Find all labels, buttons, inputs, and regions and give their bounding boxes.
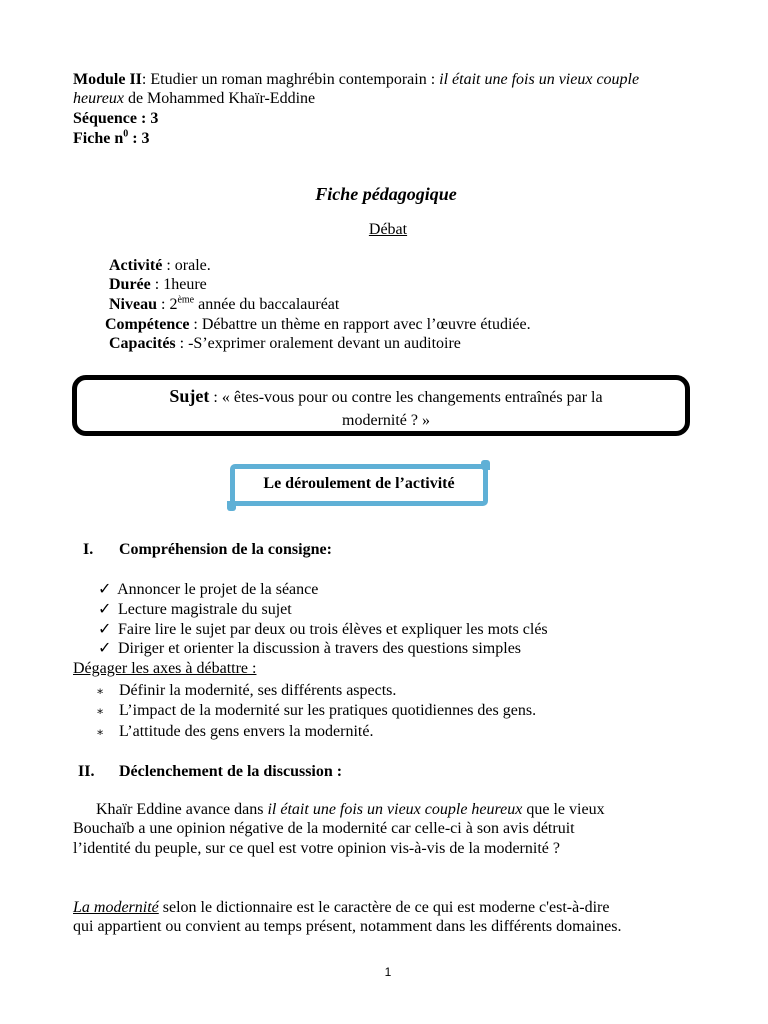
sujet-line-2: modernité ? »: [342, 412, 430, 429]
section-2-title: Déclenchement de la discussion :: [119, 763, 343, 780]
page-subtitle: Débat: [368, 221, 408, 238]
axes-item-text: L’impact de la modernité sur les pratiques quotidiennes des gens.: [119, 702, 537, 719]
module-line-2: heureux de Mohammed Khaïr-Eddine: [73, 90, 316, 107]
section-2-heading: II.: [78, 763, 95, 780]
check-icon: ✓: [98, 621, 112, 638]
info-activite: Activité : orale.: [109, 257, 211, 274]
asterisk-icon: ∗: [96, 704, 105, 718]
checklist-item: ✓ Diriger et orienter la discussion à travers des questions simples: [98, 640, 522, 657]
axes-item: [96, 701, 104, 721]
page-title: Fiche pédagogique: [315, 184, 457, 204]
paragraph-1-line-2: Bouchaïb a une opinion négative de la modernité car celle-ci à son avis détruit: [73, 820, 575, 837]
axes-item-text: L’attitude des gens envers la modernité.: [119, 723, 374, 740]
paragraph-1-line-3: l’identité du peuple, sur ce quel est votre opinion vis-à-vis de la modernité ?: [73, 840, 560, 857]
checklist-item: ✓ Lecture magistrale du sujet: [98, 601, 292, 618]
info-competence: Compétence : Débattre un thème en rapport avec l’œuvre étudiée.: [105, 316, 531, 333]
page-number: 1: [384, 965, 392, 979]
check-icon: ✓: [98, 581, 112, 598]
module-label: Module II: [73, 71, 142, 88]
checklist-item: ✓ Faire lire le sujet par deux ou trois élèves et expliquer les mots clés: [98, 621, 548, 638]
axes-item-text: Définir la modernité, ses différents aspects.: [119, 682, 397, 699]
axes-item: [96, 681, 104, 701]
check-icon: ✓: [98, 601, 112, 618]
paragraph-1-line-1: Khaïr Eddine avance dans il était une fois un vieux couple heureux que le vieux: [96, 801, 605, 818]
section-1-heading: I.: [83, 541, 94, 558]
asterisk-icon: ∗: [96, 725, 105, 739]
info-niveau: Niveau : 2ème année du baccalauréat: [109, 294, 340, 313]
paragraph-2-line-2: qui appartient ou convient au temps présent, notamment dans les différents domaines.: [73, 918, 622, 935]
fiche-line: Fiche $n^0$ : 3: [73, 128, 150, 147]
asterisk-icon: ∗: [96, 684, 105, 698]
sujet-label: Sujet: [169, 386, 210, 406]
paragraph-2-line-1: La modernité selon le dictionnaire est le caractère de ce qui est moderne c'est-à-dire: [73, 899, 610, 916]
novel-title: il était une fois un vieux couple: [439, 71, 640, 88]
sujet-line-1: Sujet : « êtes-vous pour ou contre les changements entraînés par la: [169, 386, 603, 406]
checklist-item: ✓ Annoncer le projet de la séance: [98, 581, 319, 598]
check-icon: ✓: [98, 640, 112, 657]
axes-heading: Dégager les axes à débattre :: [73, 660, 257, 677]
info-duree: Durée : 1heure: [109, 276, 207, 293]
info-capacites: Capacités : -S’exprimer oralement devant un auditoire: [109, 335, 461, 352]
deroulement-label: Le déroulement de l’activité: [263, 475, 455, 492]
axes-item: [96, 722, 104, 742]
sequence-line: Séquence : 3: [73, 110, 159, 127]
module-line-1: Module II: Etudier un roman maghrébin contemporain : il était une fois un vieux couple: [73, 71, 640, 88]
section-1-title: Compréhension de la consigne:: [119, 541, 332, 558]
